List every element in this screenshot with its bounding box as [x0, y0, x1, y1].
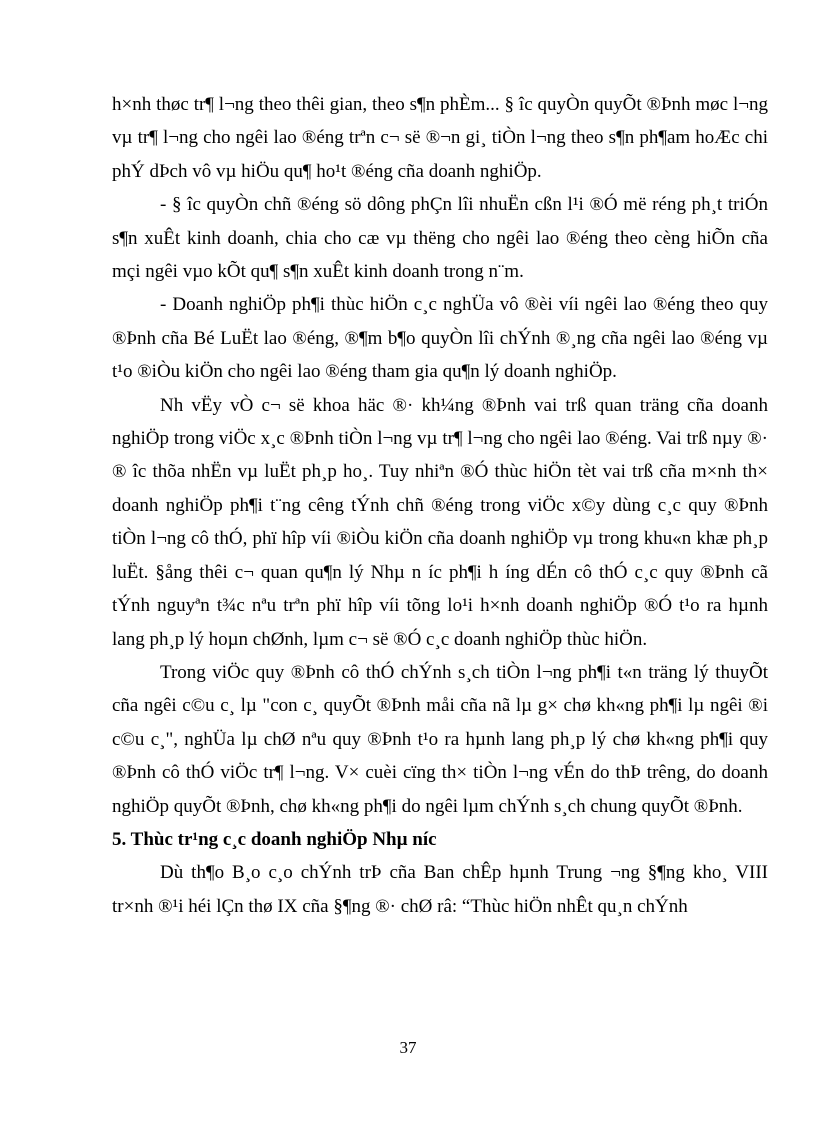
paragraph: Trong viÖc quy ®Þnh cô thÓ chÝnh s¸ch tiÒn l¬ng ph¶i t«n träng lý thuyÕt cña ngêi c©u c¸ lµ "con c¸ quyÕt ®Þnh måi cña nã lµ g× chø kh«ng ph¶i lµ ngêi ®i c©u c¸", nghÜa lµ chØ nªu quy ®Þnh t¹o ra hµnh lang ph¸p lý chø kh«ng ph¶i quy ®Þnh cô thÓ viÖc tr¶ l¬ng. V× cuèi cïng th× tiÒn l¬ng vÉn do thÞ trêng, do doanh nghiÖp quyÕt ®Þnh, chø kh«ng ph¶i do ngêi lµm chÝnh s¸ch chung quyÕt ®Þnh.: [112, 661, 768, 817]
paragraph: Nh vËy vÒ c¬ së khoa häc ®· kh¼ng ®Þnh vai trß quan träng cña doanh nghiÖp trong viÖc x¸c ®Þnh tiÒn l¬ng vµ tr¶ l¬ng cho ngêi lao ®éng. Vai trß nµy ®· ® îc thõa nhËn vµ luËt ph¸p ho¸. Tuy nhiªn ®Ó thùc hiÖn tèt vai trß cña m×nh th× doanh nghiÖp ph¶i t¨ng cêng tÝnh chñ ®éng trong viÖc x©y dùng c¸c quy ®Þnh tiÒn l¬ng cô thÓ, phï hîp víi ®iÒu kiÖn cña doanh nghiÖp vµ trong khu«n khæ ph¸p luËt. §ång thêi c¬ quan qu¶n lý Nhµ n íc ph¶i h íng dÉn cô thÓ c¸c quy ®Þnh cã tÝnh nguyªn t¾c nªu trªn phï hîp víi tõng lo¹i h×nh doanh nghiÖp ®Ó t¹o ra hµnh lang ph¸p lý hoµn chØnh, lµm c¬ së ®Ó c¸c doanh nghiÖp thùc hiÖn.: [112, 394, 768, 650]
paragraph: - Doanh nghiÖp ph¶i thùc hiÖn c¸c nghÜa vô ®èi víi ngêi lao ®éng theo quy ®Þnh cña Bé LuËt lao ®éng, ®¶m b¶o quyÒn lîi chÝnh ®¸ng cña ngêi lao ®éng vµ t¹o ®iÒu kiÖn cho ngêi lao ®éng tham gia qu¶n lý doanh nghiÖp.: [112, 294, 768, 383]
paragraph: - § îc quyÒn chñ ®éng sö dông phÇn lîi nhuËn cßn l¹i ®Ó më réng ph¸t triÓn s¶n xuÊt kinh doanh, chia cho cæ vµ thëng cho ngêi lao ®éng theo cèng hiÕn cña mçi ngêi vµo kÕt qu¶ s¶n xuÊt kinh doanh trong n¨m.: [112, 194, 768, 283]
page-number: 37: [399, 1038, 417, 1057]
paragraph: h×nh thøc tr¶ l¬ng theo thêi gian, theo s¶n phÈm... § îc quyÒn quyÕt ®Þnh møc l¬ng vµ tr¶ l¬ng cho ngêi lao ®éng trªn c¬ së ®¬n gi¸ tiÒn l¬ng theo s¶n ph¶am hoÆc chi phÝ dÞch vô vµ hiÖu qu¶ ho¹t ®éng cña doanh nghiÖp.: [112, 94, 768, 182]
paragraph: Dù th¶o B¸o c¸o chÝnh trÞ cña Ban chÊp hµnh Trung ¬ng §¶ng kho¸ VIII tr×nh ®¹i héi lÇn thø IX cña §¶ng ®· chØ râ: “Thùc hiÖn nhÊt qu¸n chÝnh: [112, 862, 768, 917]
document-body: [112, 88, 768, 923]
section-heading: 5. Thùc tr¹ng c¸c doanh nghiÖp Nhµ níc: [112, 828, 437, 850]
